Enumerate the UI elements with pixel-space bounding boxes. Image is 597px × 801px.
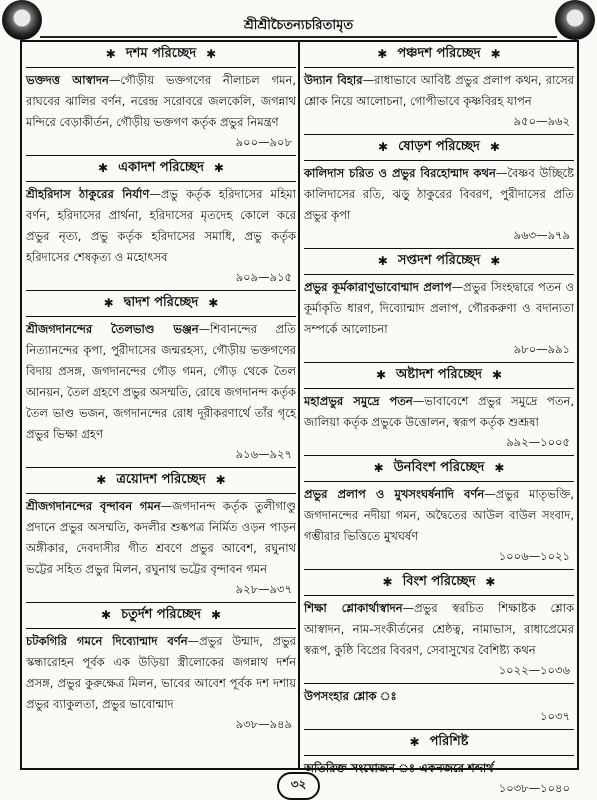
chapter-topic: শ্রীজগদানন্দের তৈলভাণ্ড ভঞ্জন [26,322,199,336]
divider-line [26,316,296,317]
chapter-13 [26,467,296,598]
page-range: ১০৩৭ [540,709,570,723]
conclusion-entry [304,683,574,725]
chapter-title [304,732,574,752]
chapter-summary: —ভাবাবেশে প্রভুর সমুদ্রে পতন, জালিয়া কর্তৃক প্রভুকে উত্তোলন, স্বরূপ কর্তৃক শুশ্রূষা [304,394,574,429]
chapter-body [26,184,296,268]
star-icon: ✱ [105,47,116,61]
chapter-summary: —গৌড়ীয় ভক্তগণের নীলাচল গমন, রাঘবের ঝালির বর্ণন, নরেন্দ্র সরোবরে জলকেলি, জগন্নাথ মন্দিরে বেড়াকীর্তন, গৌড়ীয় ভক্তগণ কর্তৃক প্রভুর নিমন্ত্রণ [26,73,296,129]
star-icon: ✱ [213,161,224,175]
portrait-medallion-right-icon [555,0,595,40]
page-range: ৯০৯—৯১৫ [235,270,292,284]
divider-line [304,729,574,730]
chapter-17 [304,248,574,358]
chapter-body [304,277,574,340]
star-icon: ✱ [206,47,217,61]
chapter-title-text: দ্বাদশ পরিচ্ছেদ [123,294,199,310]
chapter-title-text: ত্রয়োদশ পরিচ্ছেদ [116,471,206,487]
book-title: শ্রীশ্রীচৈতন্যচরিতামৃত [243,18,354,33]
chapter-title [304,251,574,271]
chapter-summary: —প্রভুর মাতৃভক্তি, জগদানন্দের নদীয়া গমন, অদ্বৈতের আউল বাউল সংবাদ, গম্ভীরার ভিত্তিতে মুখঘর্ষণ [304,487,574,543]
chapter-14 [26,602,296,733]
divider-line [304,388,574,389]
divider-line [26,493,296,494]
conclusion-body [304,686,574,707]
conclusion-topic: উপসংহার শ্লোক ঃ [304,689,397,703]
chapter-title [26,158,296,178]
left-column [26,44,296,737]
divider-line [304,455,574,456]
chapter-title-text: বিংশ পরিচ্ছেদ [402,573,476,589]
divider-line [26,602,296,603]
chapter-summary: —প্রভুর সিংহদ্বারে পতন ও কূর্মাকৃতি ধারণ, দিব্যোন্মাদ প্রলাপ, গৌরকরুণা ও বদান্যতা সম্পর্কে আলোচনা [304,280,575,336]
star-icon: ✱ [490,47,501,61]
chapter-body [304,598,574,661]
page-range: ৯৮০—৯৯১ [513,342,570,356]
chapter-10 [26,44,296,151]
appendix-topic: অতিরিক্ত সংযোজন ঃ একনজরে শব্দার্থ [304,761,494,775]
chapter-title [26,605,296,625]
chapter-topic: শ্রীজগদানন্দের বৃন্দাবন গমন [26,499,161,513]
chapter-summary: —রাধাভাবে আবিষ্ট প্রভুর প্রলাপ কথন, রাসের শ্লোক নিয়ে আলোচনা, গোপীভাবে কৃষ্ণবিরহ যাপন [304,73,574,108]
chapter-title-text: পঞ্চদশ পরিচ্ছেদ [397,45,481,61]
page-range: ১০৩৮—১০৪০ [498,781,570,795]
chapter-title [26,293,296,313]
star-icon: ✱ [491,368,503,382]
chapter-18 [304,362,574,451]
chapter-body [304,163,574,226]
chapter-body [26,319,296,445]
page-range: ৯১৬—৯২৭ [235,447,292,461]
divider-line [304,595,574,596]
page-footer [0,772,597,800]
chapter-title-text: সপ্তদশ পরিচ্ছেদ [397,252,481,268]
star-icon: ✱ [215,473,226,487]
chapter-topic: উদ্যান বিহার [304,73,363,87]
header-rule [40,36,557,38]
star-icon: ✱ [98,161,109,175]
page-range: ৯২৮—৯৩৭ [235,582,292,596]
chapter-topic: কালিদাস চরিত ও প্রভুর বিরহোন্মাদ কথন [304,166,496,180]
star-icon: ✱ [382,575,393,589]
page-range: ৯৩৮—৯৪৯ [235,717,292,731]
chapter-body [304,391,574,433]
chapter-11 [26,155,296,286]
star-icon: ✱ [485,575,496,589]
divider-line [304,248,574,249]
divider-line [304,755,574,756]
chapter-summary: —প্রভু কর্তৃক হরিদাসের মহিমা বর্ণন, হরিদাসের প্রার্থনা, হরিদাসের মৃতদেহ কোলে করে প্রভুর নৃত্য, প্রভু কর্তৃক হরিদাসের সমাধি, প্রভু কর্তৃক হরিদাসের শেষকৃত্য ও মহোৎসব [26,187,296,264]
divider-line [26,628,296,629]
divider-line [26,290,296,291]
column-divider [298,40,300,770]
divider-line [304,160,574,161]
chapter-title [26,470,296,490]
page-range: ১০২২—১০৩৬ [498,663,570,677]
chapter-body [26,70,296,133]
star-icon: ✱ [101,608,112,622]
chapter-title [304,458,574,478]
chapter-title-text: উনবিংশ পরিচ্ছেদ [393,459,485,475]
star-icon: ✱ [377,254,388,268]
divider-line [304,569,574,570]
right-column [304,44,574,801]
chapter-title [304,137,574,157]
star-icon: ✱ [494,461,505,475]
chapter-title-text: দশম পরিচ্ছেদ [125,45,197,61]
page-header [0,0,597,40]
page-range: ৯০০—৯০৮ [235,135,292,149]
page-number: ৩২ [277,772,321,800]
chapter-topic: শিক্ষা শ্লোকার্থাস্বাদন [304,601,403,615]
divider-line [304,481,574,482]
chapter-12 [26,290,296,463]
chapter-topic: ভক্তদত্ত আস্বাদন [26,73,109,87]
chapter-body [26,631,296,715]
chapter-summary: —প্রভুর উন্মাদ, প্রভুর স্কন্ধারোহন পূর্বক এক উড়িয়া স্ত্রীলোকের জগন্নাথ দর্শন প্রসঙ্গ, প্রভুর কুরুক্ষেত্র মিলন, ভাবের আবেশ পূর্বক দশ দশায় প্রভুর ব্যাকুলতা, প্রভুর ভাবোন্মাদ [26,634,297,711]
chapter-topic: চটকগিরি গমনে দিব্যোন্মাদ বর্ণন [26,634,188,648]
chapter-20 [304,569,574,679]
divider-line [26,67,296,68]
chapter-16 [304,134,574,244]
divider-line [304,362,574,363]
chapter-summary: —বৈষ্ণব উচ্ছিষ্টে কালিদাসের রতি, ঝড়ু ঠাকুরের বিবরণ, পুরীদাসের প্রতি প্রভুর কৃপা [304,166,575,222]
page-range: ৯৯২—১০০৫ [506,435,570,449]
chapter-title [26,44,296,64]
page-range: ৯৬৩—৯৭৯ [513,228,570,242]
chapter-summary: —শিবানন্দের প্রতি নিত্যানন্দের কৃপা, পুরীদাসের জন্মরহস্য, গৌড়ীয় ভক্তগণের বিদায় প্রসঙ্গ, জগদানন্দের গৌড় গমন, গৌড় থেকে তৈল আনয়ন, তৈল গ্রহণে প্রভুর অসম্মতি, রোষে জগদানন্দ কর্তৃক তৈল ভাণ্ড ভজন, জগদানন্দের রোধ দূরীকরণার্থে তাঁর গৃহে প্রভুর ভিক্ষা গ্রহণ [26,322,296,441]
chapter-summary: —জগদানন্দ কর্তৃক তুলীগাণ্ডু প্রদানে প্রভুর অসম্মতি, কদলীর শুষ্কপত্র নির্মিত ওড়ন পাড়ন অঙ্গীকার, দেবদাসীর গীত শ্রবণে প্রভুর আবেশ, রঘুনাথ ভট্টের সহিত প্রভুর মিলন, রঘুনাথ ভট্টের বৃন্দাবন গমন [26,499,296,576]
chapter-19 [304,455,574,565]
chapter-body [304,484,574,547]
chapter-title-text: ষোড়শ পরিচ্ছেদ [398,138,480,154]
star-icon: ✱ [378,140,389,154]
star-icon: ✱ [103,296,114,310]
star-icon: ✱ [210,608,221,622]
chapter-title-text: অষ্টাদশ পরিচ্ছেদ [396,366,482,382]
chapter-body [26,496,296,580]
star-icon: ✱ [96,473,107,487]
star-icon: ✱ [208,296,219,310]
chapter-title-text: চতুর্দশ পরিচ্ছেদ [121,606,201,622]
star-icon: ✱ [375,368,387,382]
divider-line [26,155,296,156]
divider-line [304,683,574,684]
divider-line [304,67,574,68]
chapter-topic: মহাপ্রভুর সমুদ্রে পতন [304,394,413,408]
star-icon: ✱ [377,47,388,61]
divider-line [304,274,574,275]
page-range: ৯৫০—৯৬২ [513,114,570,128]
chapter-15 [304,44,574,130]
chapter-title-text: পরিশিষ্ট [429,733,469,749]
chapter-title-text: একাদশ পরিচ্ছেদ [118,159,204,175]
chapter-title [304,365,574,385]
divider-line [26,181,296,182]
chapter-body [304,70,574,112]
chapter-topic: শ্রীহরিদাস ঠাকুরের নির্যাণ [26,187,150,201]
chapter-title [304,44,574,64]
divider-line [304,134,574,135]
chapter-topic: প্রভুর প্রলাপ ও মুখসংঘর্ষনাদি বর্ণন [304,487,485,501]
chapter-topic: প্রভুর কূর্মকারাণুভাবোন্মাদ প্রলাপ [304,280,452,294]
star-icon: ✱ [373,461,384,475]
page-range: ১০০৬—১০২১ [498,549,570,563]
chapter-title [304,572,574,592]
star-icon: ✱ [409,735,420,749]
chapter-summary: —প্রভুর স্বরচিত শিক্ষাষ্টক শ্লোক আস্বাদন, নাম-সংকীর্তনের শ্রেষ্ঠত্ব, নামাভাস, রাধাপ্রেমের স্বরূপ, কুষ্ঠি বিপ্রের বিবরণ, সেবাসুখের বৈশিষ্ট্য কথন [304,601,574,657]
divider-line [26,467,296,468]
star-icon: ✱ [489,140,500,154]
star-icon: ✱ [490,254,501,268]
